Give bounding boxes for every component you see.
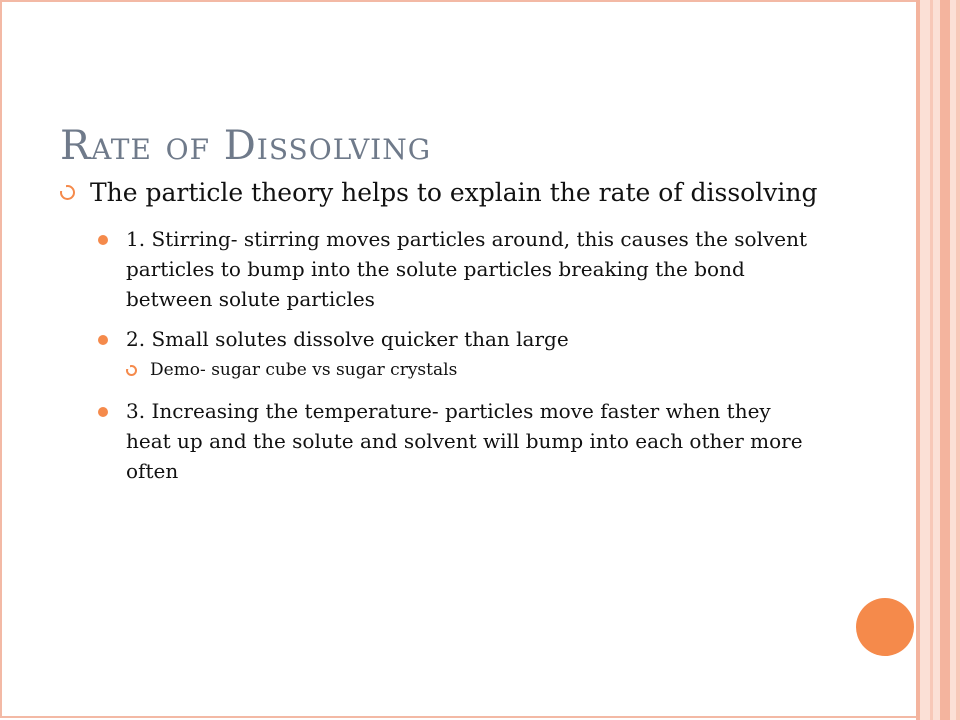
small-open-circle-bullet-icon	[126, 365, 137, 376]
edge-stripe	[916, 0, 920, 720]
point-text: 3. Increasing the temperature- particles move faster when they heat up and the solute and solvent will bump into each other more often	[126, 399, 803, 483]
bullet-main-point	[60, 176, 820, 210]
slide-content	[60, 176, 820, 496]
orange-circle-icon	[856, 598, 914, 656]
point-text: 2. Small solutes dissolve quicker than large	[126, 327, 569, 351]
filled-circle-bullet-icon	[98, 235, 108, 245]
slide-title: Rate of Dissolving	[60, 122, 432, 169]
sub-point-text: Demo- sugar cube vs sugar crystals	[150, 360, 458, 380]
open-circle-bullet-icon	[60, 185, 75, 200]
edge-stripe	[940, 0, 950, 720]
filled-circle-bullet-icon	[98, 335, 108, 345]
right-edge-decoration	[916, 0, 960, 720]
edge-stripe	[930, 0, 933, 720]
point-text: 1. Stirring- stirring moves particles around, this causes the solvent particles to bump into the solute particles breaking the bond between solute particles	[126, 227, 808, 311]
edge-stripe	[956, 0, 960, 720]
main-point-text: The particle theory helps to explain the rate of dissolving	[90, 178, 818, 207]
bullet-temperature	[98, 396, 820, 486]
bullet-small-solutes	[98, 324, 820, 354]
filled-circle-bullet-icon	[98, 407, 108, 417]
bullet-stirring	[98, 224, 820, 314]
bullet-demo	[126, 358, 820, 382]
